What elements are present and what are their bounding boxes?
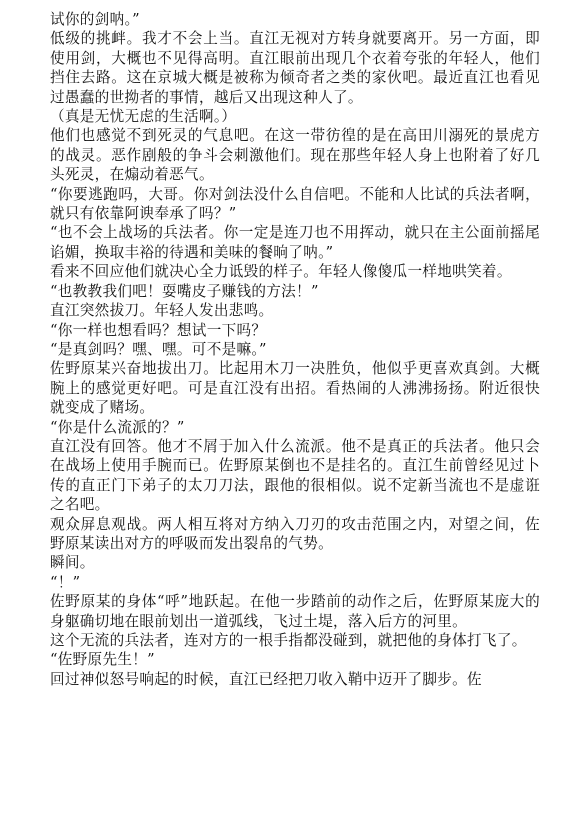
paragraph-15: 观众屏息观战。两人相互将对方纳入刀刃的攻击范围之内，对望之间，佐野原某读出对方的呼吸而发出裂帛的气势。 [50,515,540,552]
paragraph-1: 试你的剑呐。” [50,11,140,28]
paragraph-4: 他们也感觉不到死灵的气息吧。在这一带彷徨的是在高田川溺死的景虎方的战灵。恶作剧般的争斗会刺激他们。现在那些年轻人身上也附着了好几头死灵，在煽动着恶气。 [50,127,540,184]
paragraph-20: “佐野原先生！” [50,651,155,669]
paragraph-3: （真是无忧无虑的生活啊。） [50,108,237,126]
paragraph-9: 直江突然拔刀。年轻人发出悲鸣。 [50,302,274,320]
paragraph-5: “你要逃跑吗，大哥。你对剑法没什么自信吧。不能和人比试的兵法者啊，就只有依靠阿谀奉承了吗？” [50,185,540,223]
paragraph-11: “是真剑吗？嘿、嘿。可不是嘛。” [50,340,267,358]
document-page [50,10,540,689]
paragraph-7: 看来不回应他们就决心全力诋毁的样子。年轻人像傻瓜一样地哄笑着。 [50,263,512,281]
paragraph-18: 佐野原某的身体“呼”地跃起。在他一步踏前的动作之后，佐野原某庞大的身躯确切地在眼前划出一道弧线，飞过土堤，落入后方的河里。 [50,593,540,630]
paragraph-12: 佐野原某兴奋地拔出刀。比起用木刀一决胜负，他似乎更喜欢真剑。大概腕上的感觉更好吧。可是直江没有出招。看热闹的人沸沸扬扬。附近很快就变成了赌场。 [50,360,540,417]
paragraph-10: “你一样也想看吗？想试一下吗？ [50,321,267,339]
paragraph-16: 瞬间。 [50,554,95,572]
paragraph-13: “你是什么流派的？” [50,418,185,436]
paragraph-8: “也教教我们吧！耍嘴皮子赚钱的方法！” [50,282,319,300]
paragraph-21: 回过神似怒号响起的时候，直江已经把刀收入鞘中迈开了脚步。佐 [50,670,482,688]
paragraph-19: 这个无流的兵法者，连对方的一根手指都没碰到，就把他的身体打飞了。 [50,632,527,649]
paragraph-6: “也不会上战场的兵法者。你一定是连刀也不用挥动，就只在主公面前摇尾谄媚，换取丰裕的待遇和美味的餐晌了呐。” [50,224,540,261]
paragraph-17: “！” [50,573,81,591]
paragraph-2: 低级的挑衅。我才不会上当。直江无视对方转身就要离开。另一方面，即使用剑，大概也不见得高明。直江眼前出现几个衣着夸张的年轻人，他们挡住去路。这在京城大概是被称为倾奇者之类的家伙吧。最近直江也看见过愚蠢的世拗者的事情，越后又出现这种人了。 [50,30,540,106]
paragraph-14: 直江没有回答。他才不屑于加入什么流派。他不是真正的兵法者。他只会在战场上使用手腕而已。佐野原某倒也不是挂名的。直江生前曾经见过卜传的直正门下弟子的太刀刀法，跟他的很相似。说不定新当流也不是虚诳之名吧。 [50,437,540,514]
